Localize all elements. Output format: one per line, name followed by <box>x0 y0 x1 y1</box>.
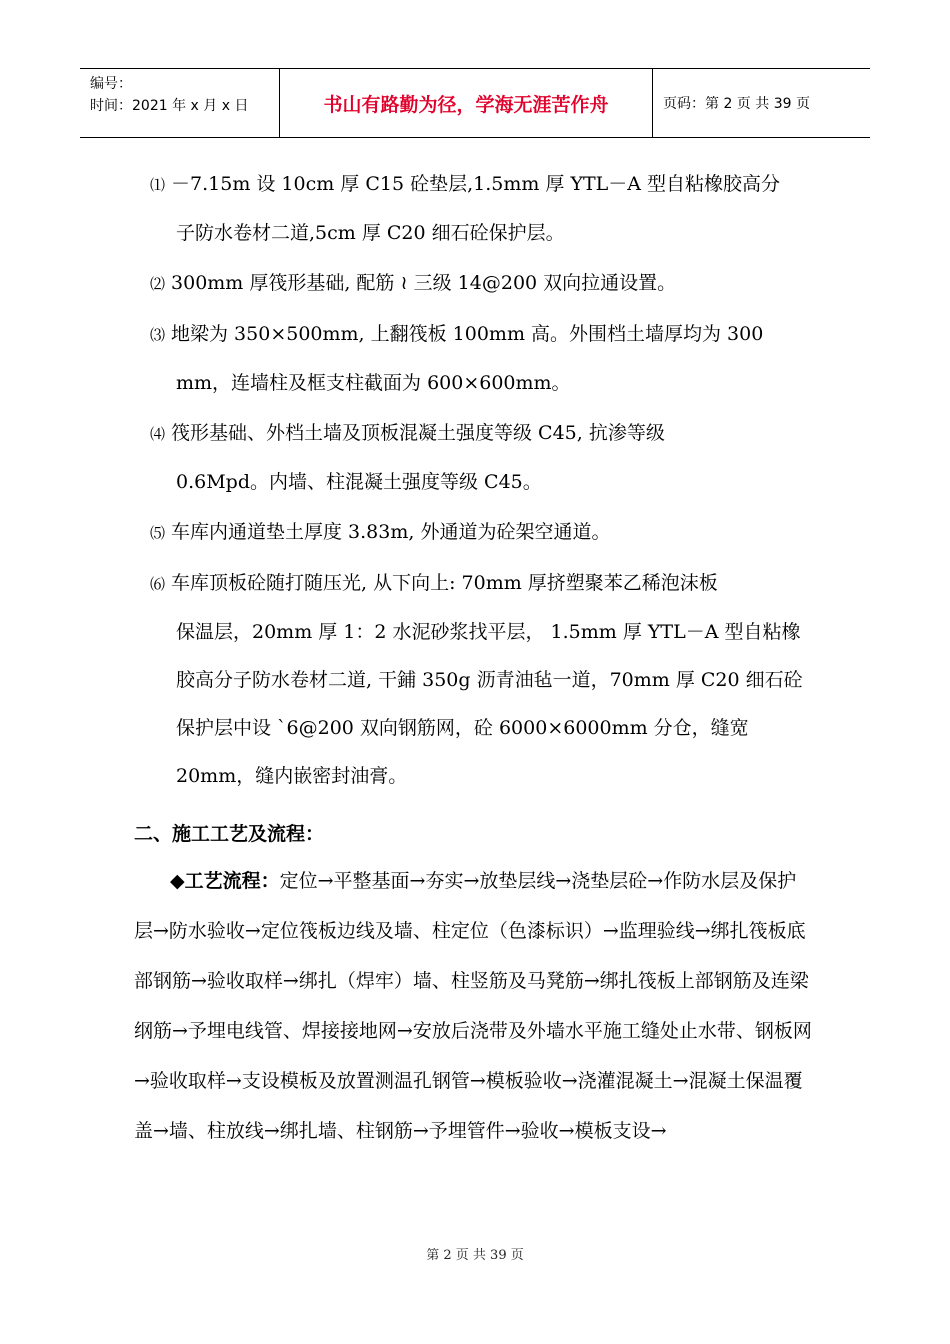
list-item <box>134 508 814 557</box>
item-text: 300mm 厚筏形基础, 配筋 ≀ 三级 14@200 双向拉通设置。 <box>171 272 677 294</box>
page-label: 页码：第 2 页 共 39 页 <box>663 96 810 112</box>
document-body <box>134 160 814 1175</box>
list-item <box>134 259 814 308</box>
item-continuation: 子防水卷材二道,5cm 厚 C20 细石砼保护层。 <box>176 222 565 244</box>
motto: 书山有路勤为径，学海无涯苦作舟 <box>280 69 653 137</box>
item-number: ⑷ <box>150 425 166 443</box>
section-title: 二、施工工艺及流程： <box>134 823 325 845</box>
page-header <box>80 68 870 138</box>
item-continuation: mm，连墙柱及框支柱截面为 600×600mm。 <box>176 372 571 394</box>
item-number: ⑵ <box>150 275 166 293</box>
item-number: ⑸ <box>150 524 166 542</box>
item-number: ⑹ <box>150 575 166 593</box>
flow-text: 定位→平整基面→夯实→放垫层线→浇垫层砼→作防水层及保护层→防水验收→定位筏板边线及墙、柱定位（色漆标识）→监理验线→绑扎筏板底部钢筋→验收取样→绑扎（焊牢）墙、柱竖筋及马凳筋→绑扎筏板上部钢筋及连梁纲筋→予埋电线管、焊接接地网→安放后浇带及外墙水平施工缝处止水带、钢板网→验收取样→支设模板及放置测温孔钢管→模板验收→浇灌混凝土→混凝土保温覆盖→墙、柱放线→绑扎墙、柱钢筋→予埋管件→验收→模板支设→ <box>134 870 812 1142</box>
item-text: －7.15m 设 10cm 厚 C15 砼垫层,1.5mm 厚 YTL－A 型自粘橡胶高分 <box>171 173 781 195</box>
item-text: 筏形基础、外档土墙及顶板混凝土强度等级 C45, 抗渗等级 <box>171 422 665 444</box>
flow-label: ◆工艺流程： <box>170 870 280 892</box>
header-meta <box>80 69 280 137</box>
item-number: ⑴ <box>150 176 166 194</box>
item-text: 车库内通道垫土厚度 3.83m, 外通道为砼架空通道。 <box>171 521 611 543</box>
list-item <box>134 310 814 407</box>
list-item <box>134 409 814 506</box>
item-continuation: 0.6Mpd。内墙、柱混凝土强度等级 C45。 <box>176 471 542 493</box>
page-footer: 第 2 页 共 39 页 <box>426 1248 524 1263</box>
time-label: 时间：2021 年 x 月 x 日 <box>90 98 249 114</box>
item-number: ⑶ <box>150 326 166 344</box>
list-item <box>134 559 814 800</box>
code-label: 编号： <box>90 76 132 92</box>
item-text: 地梁为 350×500mm, 上翻筏板 100mm 高。外围档土墙厚均为 300 <box>171 323 764 345</box>
item-text: 车库顶板砼随打随压光, 从下向上: 70mm 厚挤塑聚苯乙稀泡沫板 <box>171 572 718 594</box>
process-flow <box>134 856 814 1156</box>
list-item <box>134 160 814 257</box>
item-continuation: 保温层，20mm 厚 1：2 水泥砂浆找平层， 1.5mm 厚 YTL－A 型自粘橡胶高分子防水卷材二道, 干鋪 350g 沥青油毡一道，70mm 厚 C20 细石砼保护层中设 ˋ6@200 双向钢筋网，砼 6000×6000mm 分仓，缝宽 20mm，缝内嵌密封油膏。 <box>176 621 803 787</box>
